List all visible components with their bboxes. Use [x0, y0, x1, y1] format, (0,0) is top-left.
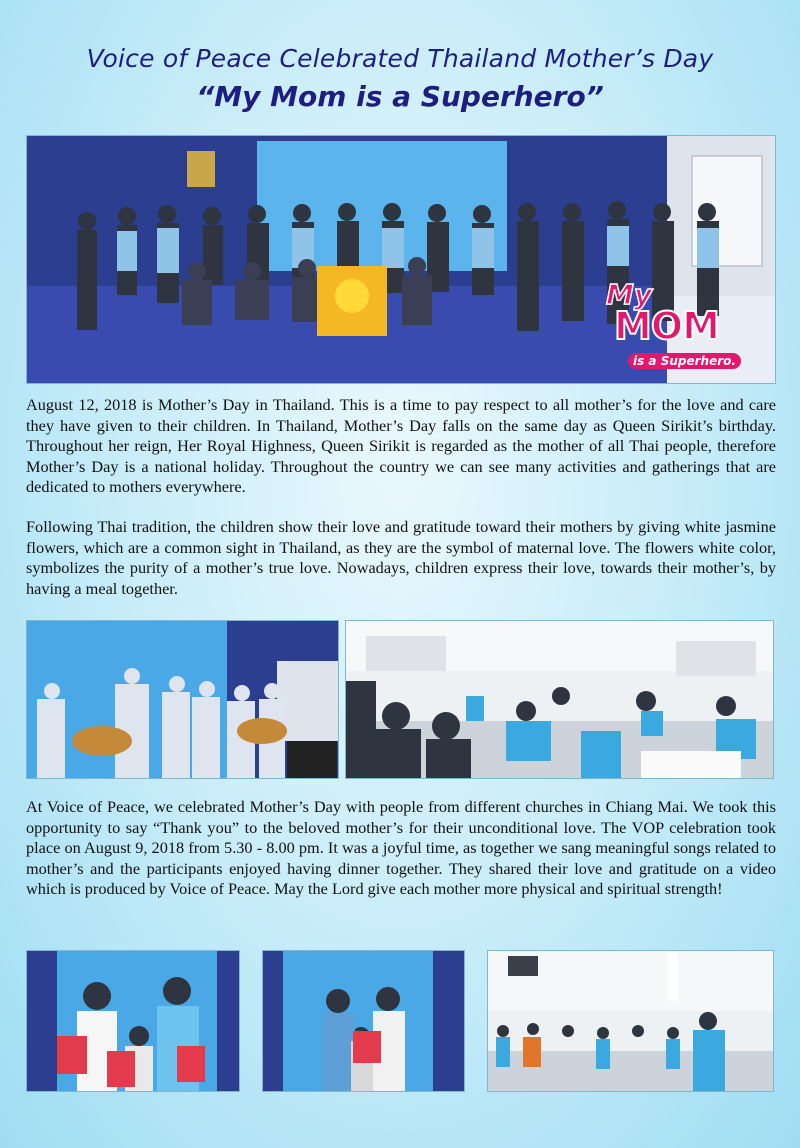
gift-photo-2: [262, 950, 465, 1092]
gift-photo-1: [26, 950, 240, 1092]
band-photo: [26, 620, 339, 779]
dinner-room-photo: [487, 950, 774, 1092]
paragraph-intro: August 12, 2018 is Mother’s Day in Thailand. This is a time to pay respect to all mother’s for the love and care they have given to their children. In Thailand, Mother’s Day falls on the same day as Queen Sirikit’s birthday. Throughout her reign, Her Royal Highness, Queen Sirikit is regarded as the mother of all Thai people, therefore Mother’s Day is a national holiday. Throughout the country we can see many activities and gatherings that are dedicated to mothers everywhere.: [26, 395, 776, 497]
paragraph-tradition: Following Thai tradition, the children show their love and gratitude toward their mothers by giving white jasmine flowers, which are a common sight in Thailand, as they are the symbol of maternal love. The flowers white color, symbolizes the purity of a mother’s true love. Nowadays, children express their love, towards their mother’s, by having a meal together.: [26, 517, 776, 598]
classroom-photo: [345, 620, 774, 779]
logo-my: My: [606, 278, 653, 311]
logo-tagline: is a Superhero.: [628, 353, 741, 369]
logo-mom: MOM: [614, 304, 719, 348]
paragraph-celebration: At Voice of Peace, we celebrated Mother’s Day with people from different churches in Chiang Mai. We took this opportunity to say “Thank you” to the beloved mother’s for their unconditional love. The VOP celebration took place on August 9, 2018 from 5.30 - 8.00 pm. It was a joyful time, as together we sang meaningful songs related to mother’s and the participants enjoyed having dinner together. They shared their love and gratitude on a video which is produced by Voice of Peace. May the Lord give each mother more physical and spiritual strength!: [26, 797, 776, 899]
page-title: Voice of Peace Celebrated Thailand Mother’s Day: [86, 44, 714, 73]
page-subtitle: “My Mom is a Superhero”: [196, 80, 604, 113]
my-mom-logo: [598, 268, 778, 383]
